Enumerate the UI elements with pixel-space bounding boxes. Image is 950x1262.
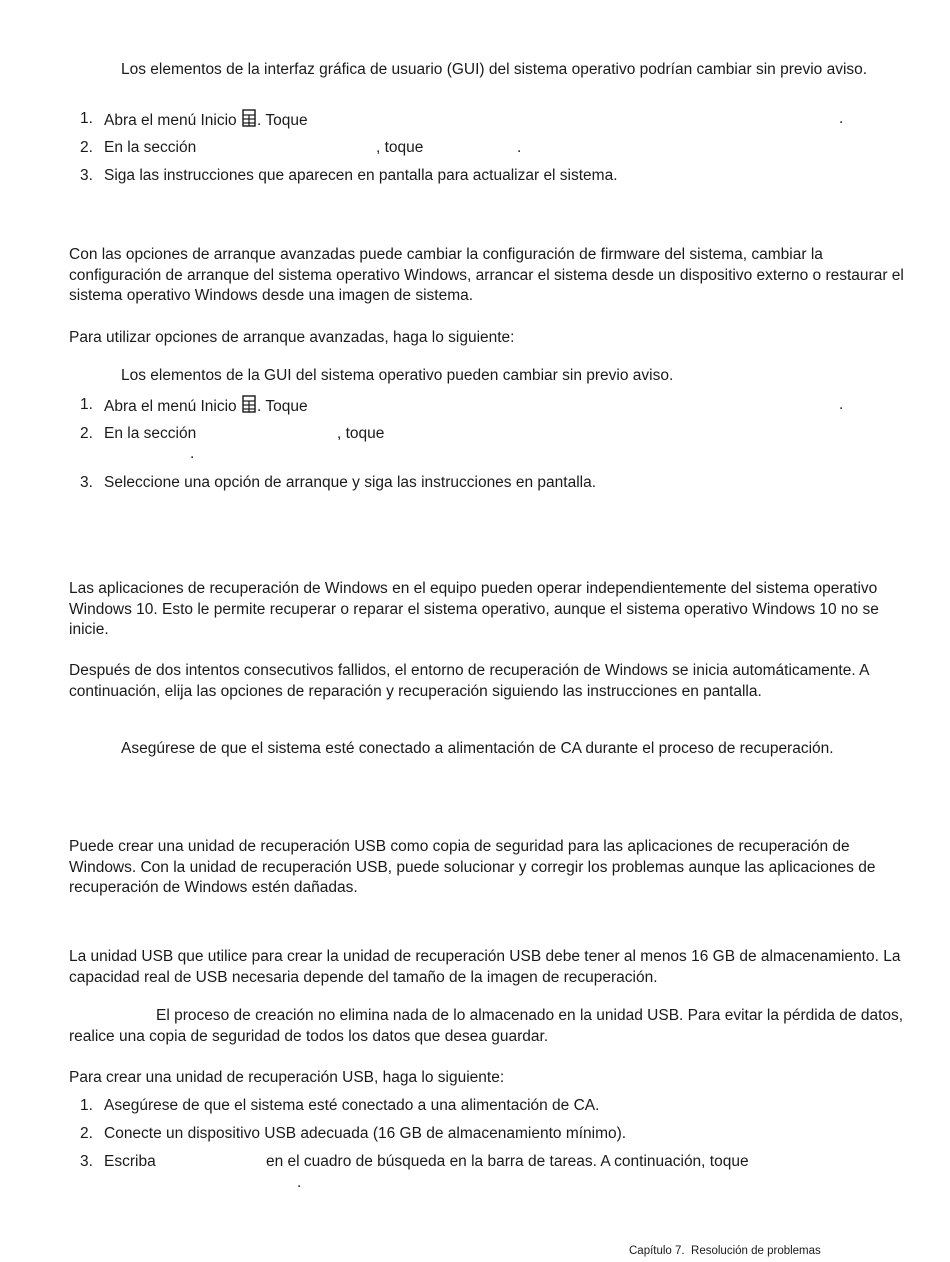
step-text: Asegúrese de que el sistema esté conectado a una alimentación de CA. xyxy=(104,1097,600,1114)
windows-start-icon xyxy=(242,395,256,413)
gui-change-note: Los elementos de la GUI del sistema operativo pueden cambiar sin previo aviso. xyxy=(121,367,674,384)
step-end: . xyxy=(517,139,522,156)
gui-change-note: Los elementos de la interfaz gráfica de usuario (GUI) del sistema operativo podrían cambiar sin previo aviso. xyxy=(121,61,868,78)
step-text: En la sección xyxy=(104,425,197,442)
step-text: Abra el menú Inicio xyxy=(104,112,237,129)
footer-title: Resolución de problemas xyxy=(691,1245,821,1257)
step-end: . xyxy=(190,445,195,462)
step-text: Escriba xyxy=(104,1153,156,1170)
usb-size-paragraph: La unidad USB que utilice para crear la unidad de recuperación USB debe tener al menos 16 GB de almacenamiento. La capacidad real de USB necesaria depende del tamaño de la imagen de recuperación. xyxy=(69,948,901,986)
list-item xyxy=(104,395,308,418)
data-loss-note: El proceso de creación no elimina nada de lo almacenado en la unidad USB. Para evitar la pérdida de datos, realice una copia de seguridad de todos los datos que desea guardar. xyxy=(69,1007,904,1045)
step-text: Abra el menú Inicio xyxy=(104,398,237,415)
step-number: 2. xyxy=(80,1125,93,1142)
recovery-failed-paragraph: Después de dos intentos consecutivos fallidos, el entorno de recuperación de Windows se inicia automáticamente. A continuación, elija las opciones de reparación y recuperación siguiendo las instrucciones en pantalla. xyxy=(69,662,869,700)
step-text: en el cuadro de búsqueda en la barra de tareas. A continuación, toque xyxy=(266,1153,749,1170)
step-number: 1. xyxy=(80,1097,93,1114)
step-text: Conecte un dispositivo USB adecuada (16 GB de almacenamiento mínimo). xyxy=(104,1125,627,1142)
usb-recovery-paragraph: Puede crear una unidad de recuperación USB como copia de seguridad para las aplicaciones de recuperación de Windows. Con la unidad de recuperación USB, puede solucionar y corregir los problemas aunque las aplicaciones de recuperación de Windows estén dañadas. xyxy=(69,838,876,896)
step-number: 3. xyxy=(80,1153,93,1170)
footer-chapter: Capítulo 7. xyxy=(629,1245,685,1257)
step-number: 1. xyxy=(80,396,93,413)
ac-power-note: Asegúrese de que el sistema esté conectado a alimentación de CA durante el proceso de recuperación. xyxy=(121,740,834,757)
step-end: . xyxy=(839,110,844,127)
step-end: . xyxy=(839,396,844,413)
page-footer xyxy=(629,1241,821,1262)
list-item xyxy=(104,109,308,132)
step-text: Seleccione una opción de arranque y siga las instrucciones en pantalla. xyxy=(104,474,597,491)
step-number: 3. xyxy=(80,474,93,491)
windows-start-icon xyxy=(242,109,256,127)
step-text: Siga las instrucciones que aparecen en pantalla para actualizar el sistema. xyxy=(104,167,618,184)
boot-options-paragraph: Con las opciones de arranque avanzadas puede cambiar la configuración de firmware del sistema, cambiar la configuración de arranque del sistema operativo Windows, arrancar el sistema desde un dispositivo externo o restaurar el sistema operativo Windows desde una imagen de sistema. xyxy=(69,246,904,304)
usb-intro: Para crear una unidad de recuperación USB, haga lo siguiente: xyxy=(69,1069,505,1086)
step-number: 3. xyxy=(80,167,93,184)
step-text: . Toque xyxy=(257,398,308,415)
step-text: , toque xyxy=(337,425,385,442)
recovery-paragraph: Las aplicaciones de recuperación de Windows en el equipo pueden operar independientemente del sistema operativo Windows 10. Esto le permite recuperar o reparar el sistema operativo, aunque el sistema operativo Windows 10 no se inicie. xyxy=(69,580,879,638)
step-number: 2. xyxy=(80,139,93,156)
step-number: 1. xyxy=(80,110,93,127)
step-text: , toque xyxy=(376,139,424,156)
step-text: . Toque xyxy=(257,112,308,129)
step-number: 2. xyxy=(80,425,93,442)
step-text: En la sección xyxy=(104,139,197,156)
boot-options-intro: Para utilizar opciones de arranque avanzadas, haga lo siguiente: xyxy=(69,329,515,346)
step-end: . xyxy=(297,1174,302,1191)
